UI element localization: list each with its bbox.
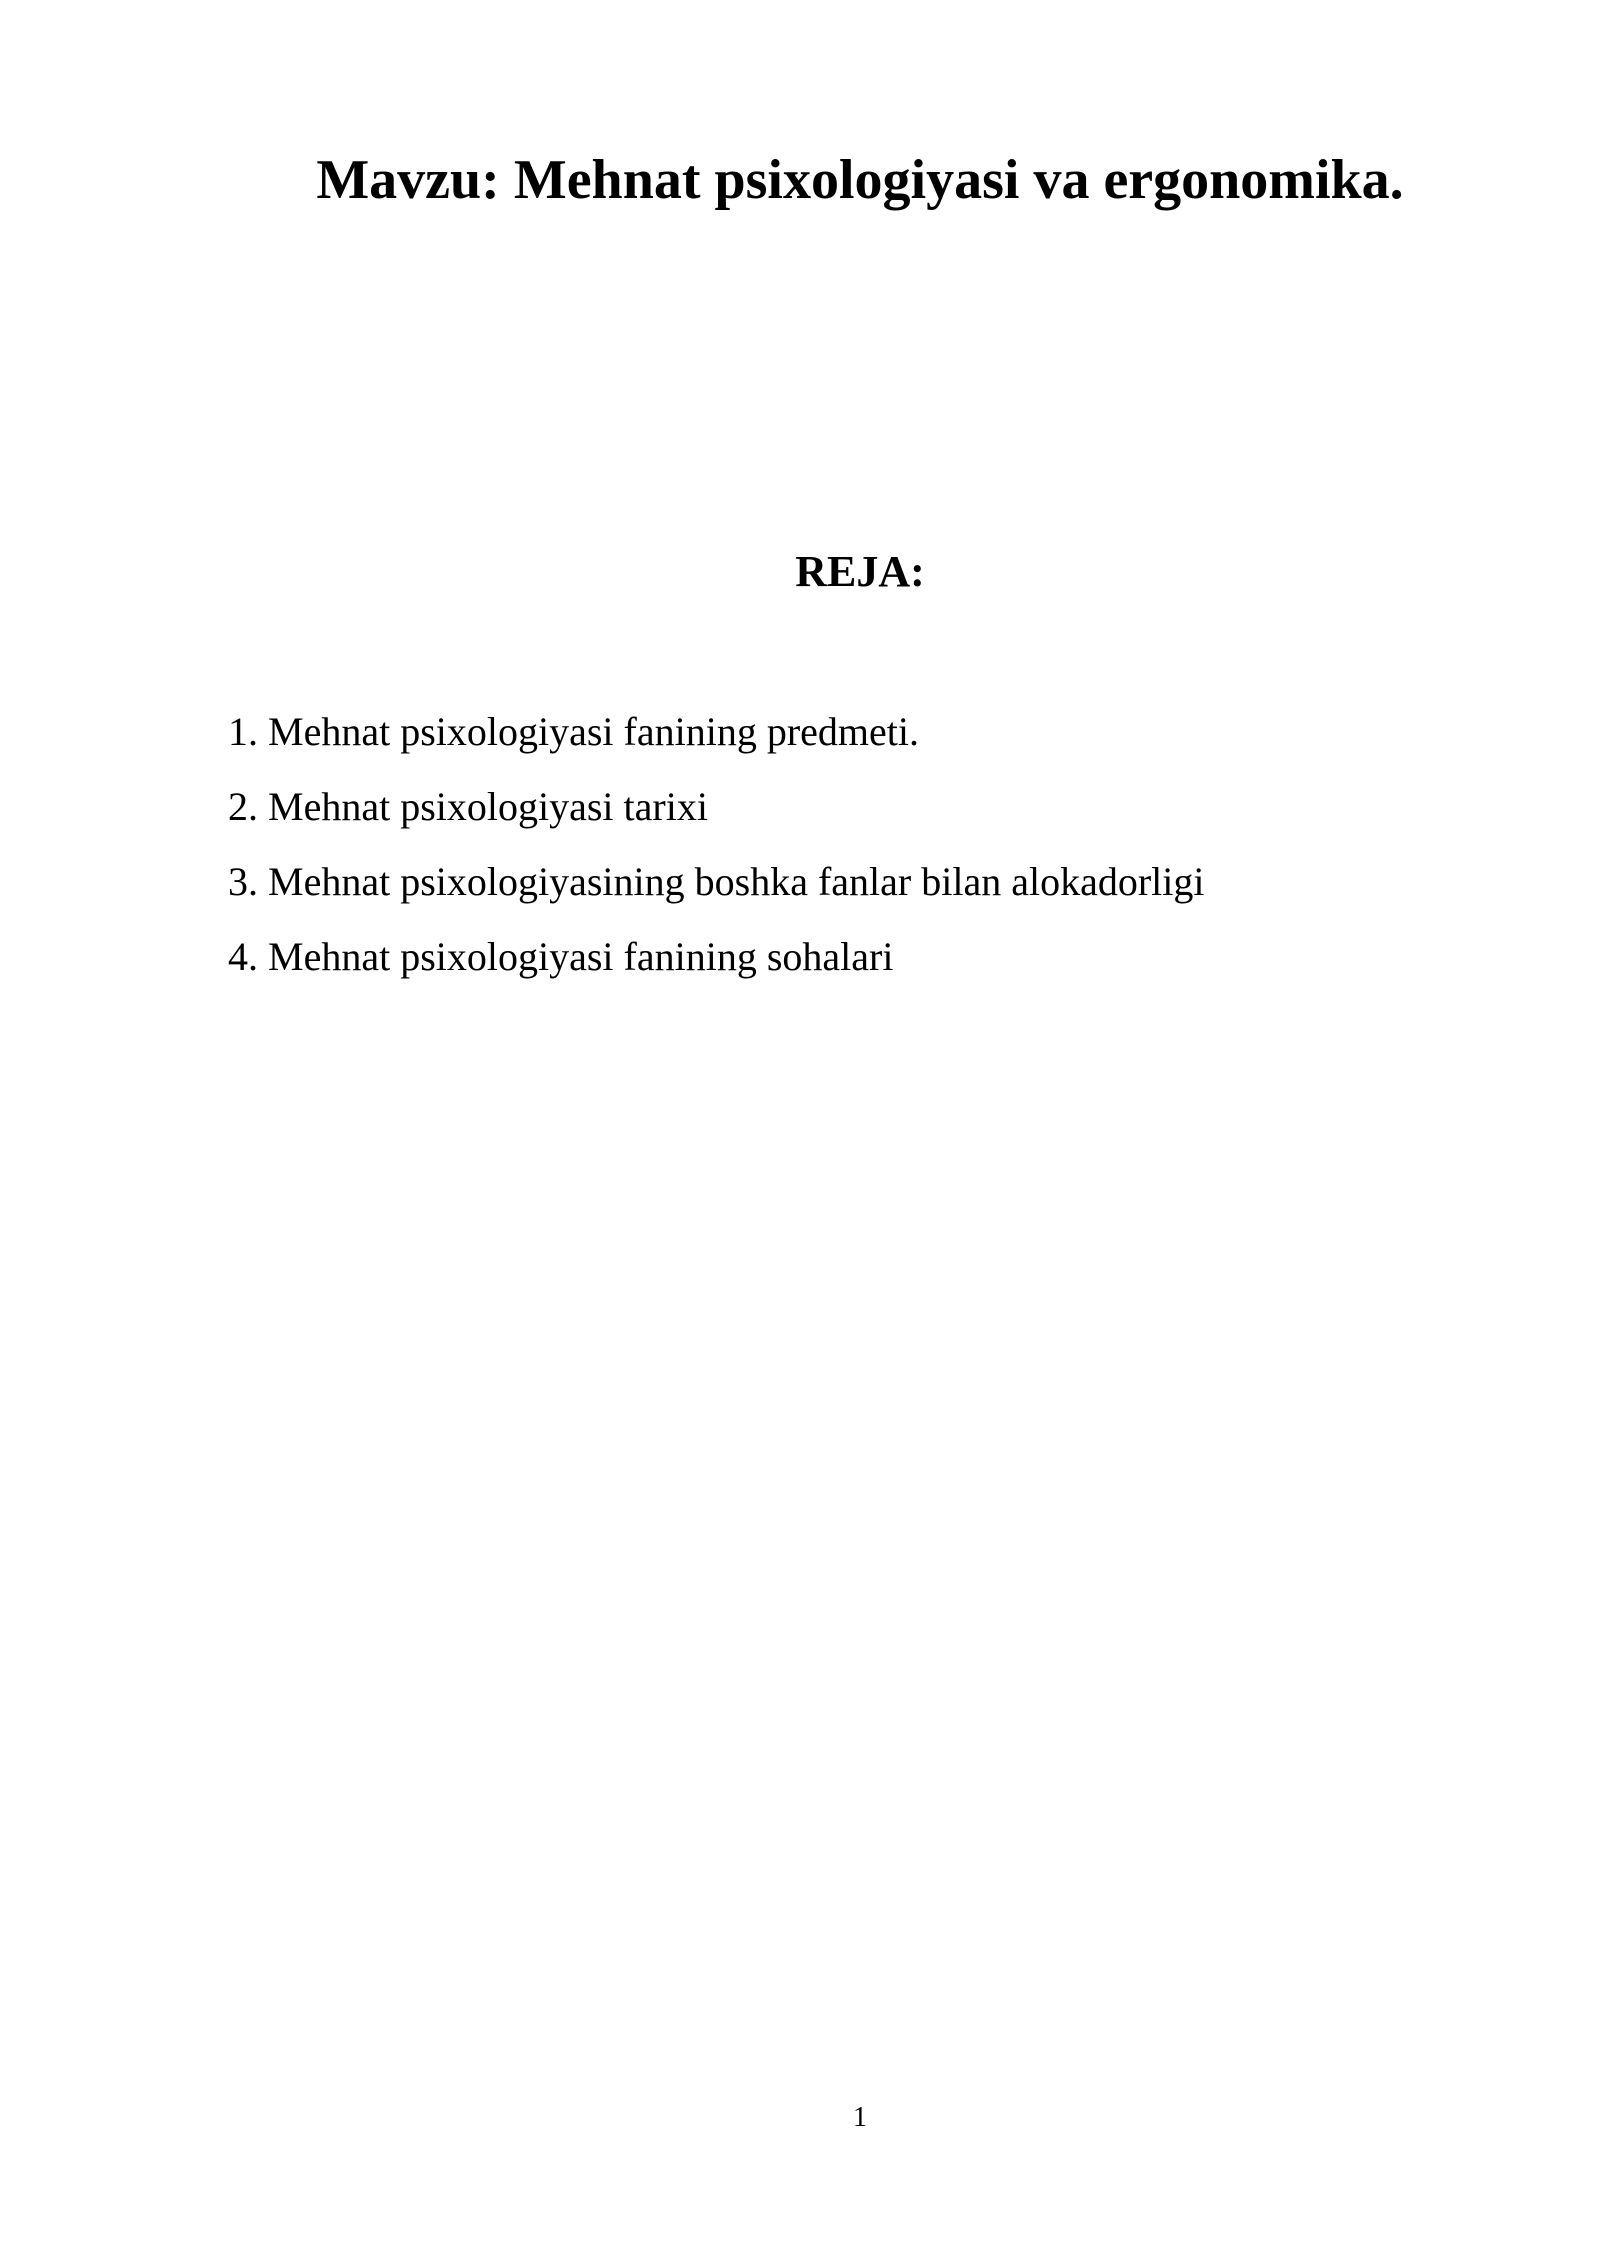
plan-item: 2. Mehnat psixologiyasi tarixi [228, 784, 708, 829]
plan-heading: REJA: [795, 547, 925, 596]
document-title: Mavzu: Mehnat psixologiyasi va ergonomika. [316, 149, 1404, 211]
page-number: 1 [853, 2102, 867, 2133]
plan-item: 4. Mehnat psixologiyasi fanining sohalari [228, 934, 894, 979]
plan-item: 1. Mehnat psixologiyasi fanining predmeti. [228, 709, 919, 754]
plan-list [228, 710, 1204, 1010]
plan-item: 3. Mehnat psixologiyasining boshka fanlar bilan alokadorligi [228, 859, 1205, 904]
